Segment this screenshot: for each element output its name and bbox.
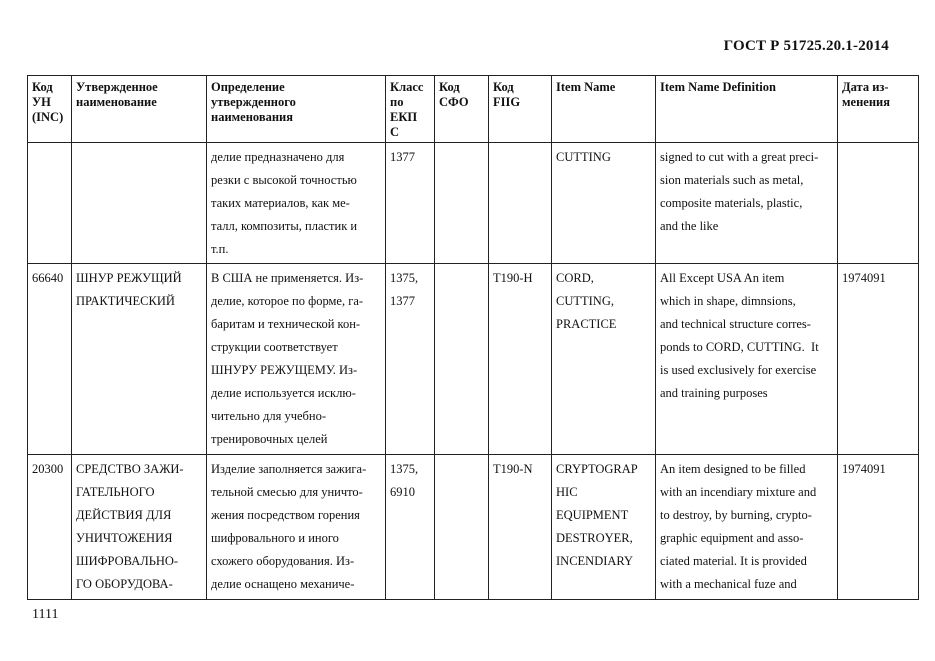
col-fiig-header: [489, 76, 552, 143]
cell-line: тельной смесью для уничто-: [211, 485, 363, 499]
cell-line: All Except USA An item: [660, 271, 785, 285]
cell-line: is used exclusively for exercise: [660, 363, 817, 377]
cell-line: тренировочных целей: [211, 432, 328, 446]
header-line: Код: [32, 80, 53, 94]
header-line: Дата из-: [842, 80, 889, 94]
class-cell: [386, 455, 435, 600]
sfo-cell: [435, 455, 489, 600]
cell-line: ШИФРОВАЛЬНО-: [76, 554, 179, 568]
cell-line: EQUIPMENT: [556, 508, 629, 522]
cell-line: 1974091: [842, 271, 886, 285]
header-line: Код: [493, 80, 514, 94]
code-cell: [28, 455, 72, 600]
class-cell: [386, 264, 435, 455]
cell-line: 1375,: [390, 462, 419, 476]
header-line: Код: [439, 80, 460, 94]
header-line: С: [390, 125, 400, 139]
cell-line: T190-N: [493, 462, 533, 476]
cell-line: PRACTICE: [556, 317, 617, 331]
cell-line: резки с высокой точностью: [211, 173, 357, 187]
cell-line: 66640: [32, 271, 64, 285]
cell-line: ШНУРУ РЕЖУЩЕМУ. Из-: [211, 363, 358, 377]
cell-line: баритам и технической кон-: [211, 317, 361, 331]
cell-line: делие, которое по форме, га-: [211, 294, 364, 308]
cell-line: 1377: [390, 150, 415, 164]
cell-line: CUTTING,: [556, 294, 614, 308]
fiig-cell: [489, 143, 552, 264]
name-cell: [72, 143, 207, 264]
header-line: FIIG: [493, 95, 521, 109]
page-number: 1111: [32, 607, 59, 622]
item-definition-cell: [656, 264, 838, 455]
cell-line: ciated material. It is provided: [660, 554, 807, 568]
sfo-cell: [435, 143, 489, 264]
cell-line: T190-H: [493, 271, 533, 285]
cell-line: to destroy, by burning, crypto-: [660, 508, 812, 522]
cell-line: талл, композиты, пластик и: [211, 219, 358, 233]
cell-line: 20300: [32, 462, 64, 476]
cell-line: струкции соответствует: [211, 340, 338, 354]
name-cell: [72, 264, 207, 455]
code-cell: [28, 264, 72, 455]
cell-line: signed to cut with a great preci-: [660, 150, 819, 164]
cell-line: СРЕДСТВО ЗАЖИ-: [76, 462, 184, 476]
header-line: Класс: [390, 80, 424, 94]
cell-line: ГАТЕЛЬНОГО: [76, 485, 155, 499]
header-line: (INC): [32, 110, 64, 124]
item-name-cell: [552, 264, 656, 455]
cell-line: шифровального и иного: [211, 531, 339, 545]
header-line: по: [390, 95, 404, 109]
date-cell: [838, 264, 919, 455]
header-line: ЕКП: [390, 110, 418, 124]
cell-line: ДЕЙСТВИЯ ДЛЯ: [76, 508, 172, 522]
cell-line: with an incendiary mixture and: [660, 485, 817, 499]
fiig-cell: [489, 264, 552, 455]
date-cell: [838, 455, 919, 600]
header-line: СФО: [439, 95, 469, 109]
col-date-header: [838, 76, 919, 143]
col-item-definition-header: [656, 76, 838, 143]
cell-line: 1375,: [390, 271, 419, 285]
cell-line: sion materials such as metal,: [660, 173, 804, 187]
col-class-header: [386, 76, 435, 143]
header-line: Утвержденное: [76, 80, 158, 94]
cell-line: схожего оборудования. Из-: [211, 554, 355, 568]
cell-line: ГО ОБОРУДОВА-: [76, 577, 173, 591]
col-name-header: [72, 76, 207, 143]
header-line: УН: [32, 95, 51, 109]
cell-line: CRYPTOGRAP: [556, 462, 638, 476]
cell-line: and technical structure corres-: [660, 317, 811, 331]
cell-line: ПРАКТИЧЕСКИЙ: [76, 294, 175, 308]
cell-line: and training purposes: [660, 386, 768, 400]
cell-line: ШНУР РЕЖУЩИЙ: [76, 271, 182, 285]
cell-line: graphic equipment and asso-: [660, 531, 804, 545]
item-name-cell: [552, 455, 656, 600]
cell-line: таких материалов, как ме-: [211, 196, 350, 210]
item-definition-cell: [656, 455, 838, 600]
cell-line: CUTTING: [556, 150, 611, 164]
cell-line: composite materials, plastic,: [660, 196, 803, 210]
cell-line: CORD,: [556, 271, 594, 285]
header-line: Item Name Definition: [660, 80, 776, 94]
col-definition-header: [207, 76, 386, 143]
cell-line: DESTROYER,: [556, 531, 633, 545]
nomenclature-table: [27, 75, 919, 600]
header-line: утвержденного: [211, 95, 296, 109]
col-item-name-header: [552, 76, 656, 143]
header-line: Item Name: [556, 80, 616, 94]
header-line: наименование: [76, 95, 157, 109]
definition-cell: [207, 264, 386, 455]
name-cell: [72, 455, 207, 600]
cell-line: and the like: [660, 219, 719, 233]
cell-line: В США не применяется. Из-: [211, 271, 364, 285]
cell-line: 1974091: [842, 462, 886, 476]
class-cell: [386, 143, 435, 264]
header-line: Определение: [211, 80, 285, 94]
header-line: наименования: [211, 110, 294, 124]
cell-line: INCENDIARY: [556, 554, 634, 568]
cell-line: чительно для учебно-: [211, 409, 327, 423]
table-row: [28, 455, 919, 600]
cell-line: 1377: [390, 294, 415, 308]
cell-line: УНИЧТОЖЕНИЯ: [76, 531, 173, 545]
table-row: [28, 143, 919, 264]
definition-cell: [207, 455, 386, 600]
definition-cell: [207, 143, 386, 264]
cell-line: An item designed to be filled: [660, 462, 806, 476]
table-row: [28, 264, 919, 455]
table-header-row: [28, 76, 919, 143]
cell-line: делие предназначено для: [211, 150, 345, 164]
code-cell: [28, 143, 72, 264]
cell-line: делие используется исклю-: [211, 386, 356, 400]
date-cell: [838, 143, 919, 264]
sfo-cell: [435, 264, 489, 455]
cell-line: HIC: [556, 485, 578, 499]
fiig-cell: [489, 455, 552, 600]
item-definition-cell: [656, 143, 838, 264]
header-line: менения: [842, 95, 890, 109]
item-name-cell: [552, 143, 656, 264]
cell-line: with a mechanical fuze and: [660, 577, 797, 591]
col-sfo-header: [435, 76, 489, 143]
cell-line: ponds to CORD, CUTTING. It: [660, 340, 819, 354]
cell-line: жения посредством горения: [211, 508, 360, 522]
document-title: ГОСТ Р 51725.20.1-2014: [723, 38, 889, 54]
col-code-header: [28, 76, 72, 143]
cell-line: Изделие заполняется зажига-: [211, 462, 367, 476]
cell-line: which in shape, dimnsions,: [660, 294, 796, 308]
cell-line: делие оснащено механиче-: [211, 577, 355, 591]
cell-line: т.п.: [211, 242, 229, 256]
cell-line: 6910: [390, 485, 415, 499]
